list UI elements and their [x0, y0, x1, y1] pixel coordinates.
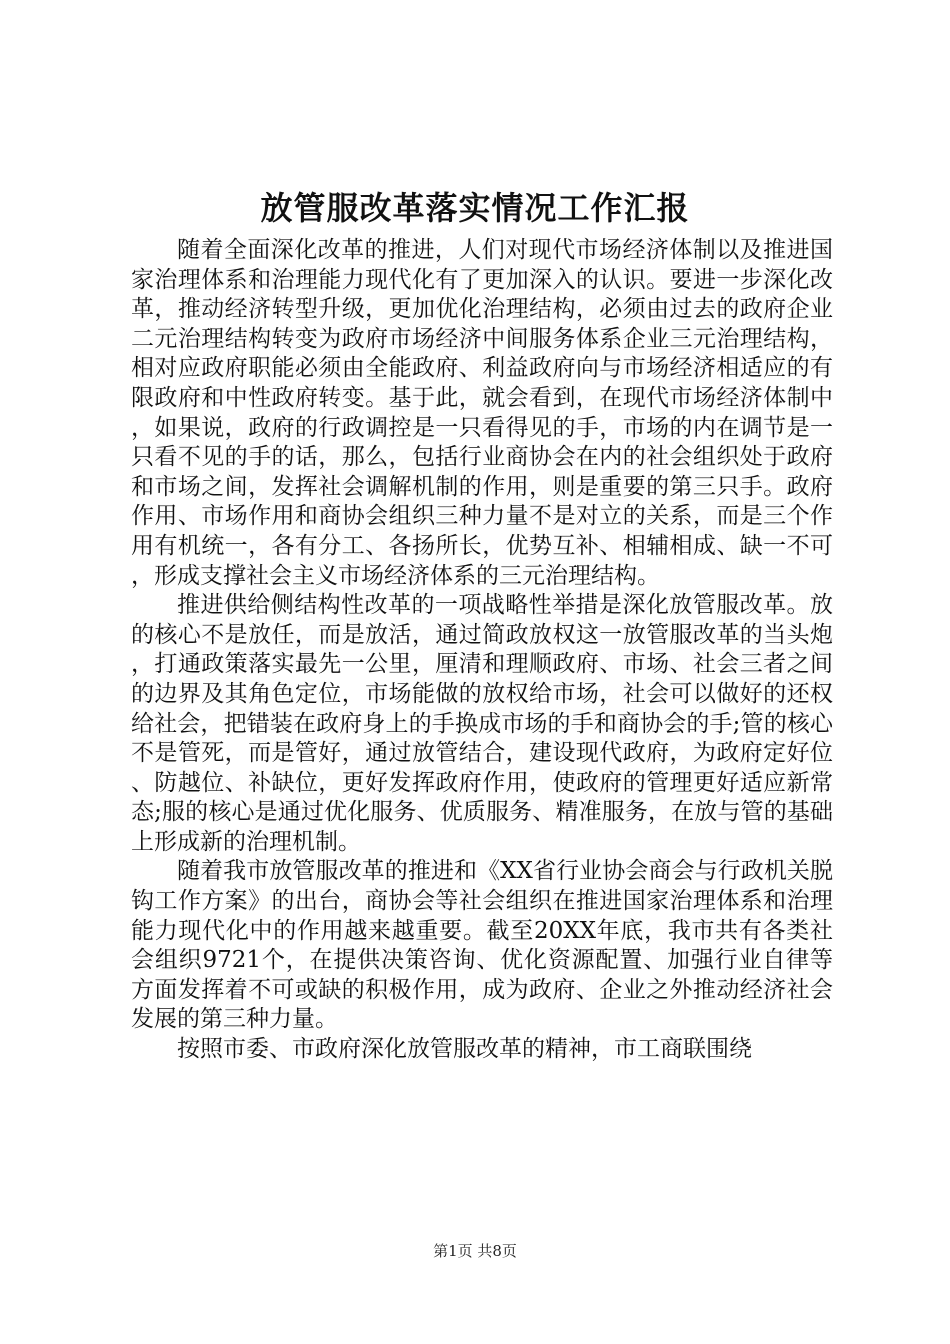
document-title: 放管服改革落实情况工作汇报 — [260, 189, 690, 227]
paragraph: 随着我市放管服改革的推进和《XX省行业协会商会与行政机关脱钩工作方案》的出台，商协会等社会组织在推进国家治理体系和治理能力现代化中的作用越来越重要。截至20XX年底，我市共有各类社会组织9721个，在提供决策咨询、优化资源配置、加强行业自律等方面发挥着不可或缺的积极作用，成为政府、企业之外推动经济社会发展的第三种力量。 — [131, 858, 833, 1033]
page-indicator: 第1页 共8页 — [433, 1242, 517, 1260]
paragraph: 随着全面深化改革的推进，人们对现代市场经济体制以及推进国家治理体系和治理能力现代化有了更加深入的认识。要进一步深化改革，推动经济转型升级，更加优化治理结构，必须由过去的政府企业二元治理结构转变为政府市场经济中间服务体系企业三元治理结构，相对应政府职能必须由全能政府、利益政府向与市场经济相适应的有限政府和中性政府转变。基于此，就会看到，在现代市场经济体制中，如果说，政府的行政调控是一只看得见的手，市场的内在调节是一只看不见的手的话，那么，包括行业商协会在内的社会组织处于政府和市场之间，发挥社会调解机制的作用，则是重要的第三只手。政府作用、市场作用和商协会组织三种力量不是对立的关系，而是三个作用有机统一，各有分工、各扬所长，优势互补、相辅相成、缺一不可，形成支撑社会主义市场经济体系的三元治理结构。 — [131, 237, 833, 589]
page-footer — [0, 1241, 950, 1261]
paragraph: 按照市委、市政府深化放管服改革的精神，市工商联围绕 — [177, 1036, 752, 1063]
document-body — [131, 236, 833, 1065]
paragraph: 推进供给侧结构性改革的一项战略性举措是深化放管服改革。放的核心不是放任，而是放活，通过简政放权这一放管服改革的当头炮，打通政策落实最先一公里，厘清和理顺政府、市场、社会三者之间的边界及其角色定位，市场能做的放权给市场，社会可以做好的还权给社会，把错装在政府身上的手换成市场的手和商协会的手;管的核心不是管死，而是管好，通过放管结合，建设现代政府，为政府定好位、防越位、补缺位，更好发挥政府作用，使政府的管理更好适应新常态;服的核心是通过优化服务、优质服务、精准服务，在放与管的基础上形成新的治理机制。 — [131, 592, 833, 855]
